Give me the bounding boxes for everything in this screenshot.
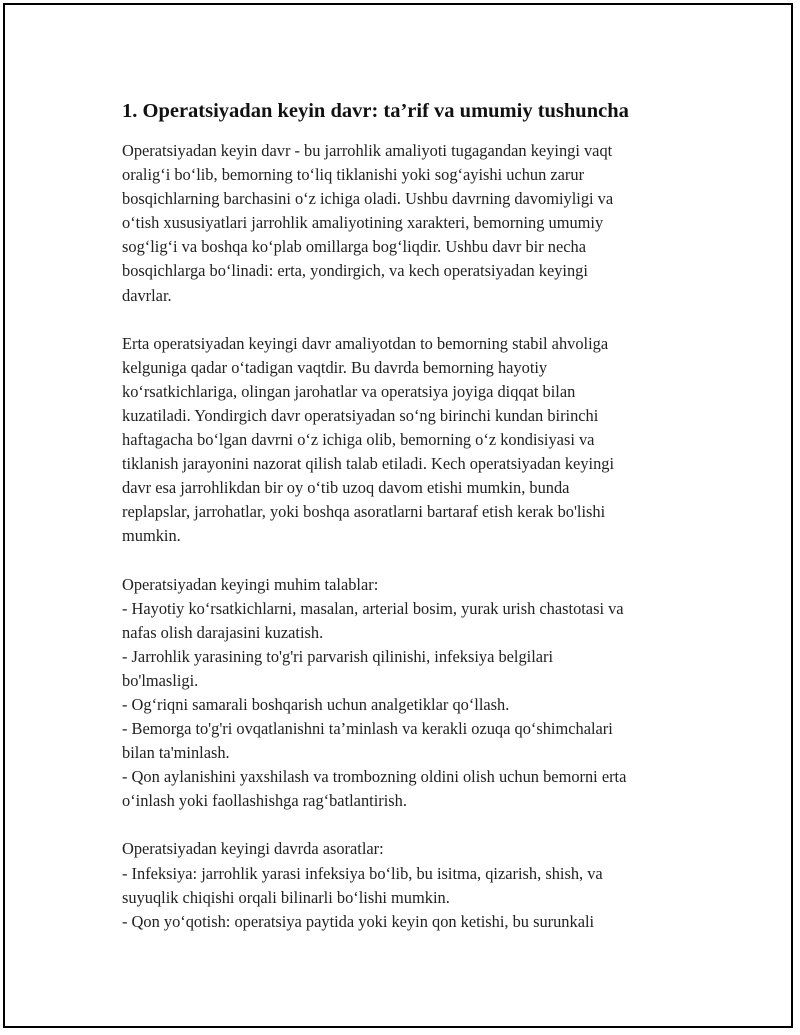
text-line: bosqichlarga bo‘linadi: erta, yondirgich, va kech operatsiyadan keyingi (122, 261, 588, 281)
list-item: - Jarrohlik yarasining to'g'ri parvarish qilinishi, infeksiya belgilari (122, 646, 554, 666)
section-heading: 1. Operatsiyadan keyin davr: ta’rif va umumiy tushuncha (122, 100, 629, 122)
text-line: bosqichlarning barchasini o‘z ichiga oladi. Ushbu davrning davomiyligi va (122, 189, 614, 209)
paragraph-requirements (122, 573, 712, 814)
page-frame (3, 3, 793, 1028)
text-line: nafas olish darajasini kuzatish. (122, 622, 324, 642)
list-item: - Bemorga to'g'ri ovqatlanishni ta’minlash va kerakli ozuqa qo‘shimchalari (122, 719, 613, 739)
text-line: sog‘lig‘i va boshqa ko‘plab omillarga bog‘liqdir. Ushbu davr bir necha (122, 237, 587, 257)
text-line: tiklanish jarayonini nazorat qilish talab etiladi. Kech operatsiyadan keyingi (122, 454, 615, 474)
text-line: haftagacha bo‘lgan davrni o‘z ichiga olib, bemorning o‘z kondisiyasi va (122, 430, 595, 450)
text-line: davrlar. (122, 285, 172, 305)
paragraph-complications (122, 837, 712, 933)
text-line: davr esa jarrohlikdan bir oy o‘tib uzoq davom etishi mumkin, bunda (122, 478, 570, 498)
list-item: - Hayotiy ko‘rsatkichlarni, masalan, arterial bosim, yurak urish chastotasi va (122, 598, 624, 618)
list-item: - Infeksiya: jarrohlik yarasi infeksiya bo‘lib, bu isitma, qizarish, shish, va (122, 863, 603, 883)
text-line: Erta operatsiyadan keyingi davr amaliyotdan to bemorning stabil ahvoliga (122, 333, 609, 353)
text-line: ko‘rsatkichlariga, olingan jarohatlar va operatsiya joyiga diqqat bilan (122, 381, 576, 401)
text-line: kuzatiladi. Yondirgich davr operatsiyadan so‘ng birinchi kundan birinchi (122, 405, 599, 425)
text-line: Operatsiyadan keyin davr - bu jarrohlik amaliyoti tugagandan keyingi vaqt (122, 141, 613, 160)
text-line: o‘inlash yoki faollashishga rag‘batlantirish. (122, 791, 407, 811)
text-line: bo'lmasligi. (122, 670, 199, 690)
text-line: replapslar, jarrohatlar, yoki boshqa asoratlarni bartaraf etish kerak bo'lishi (122, 502, 606, 522)
paragraph-stages (122, 332, 712, 549)
list-item: - Og‘riqni samarali boshqarish uchun analgetiklar qo‘llash. (122, 694, 510, 714)
text-line: bilan ta'minlash. (122, 743, 230, 763)
text-line: suyuqlik chiqishi orqali bilinarli bo‘lishi mumkin. (122, 887, 450, 907)
text-line: mumkin. (122, 526, 181, 546)
text-line: Operatsiyadan keyingi davrda asoratlar: (122, 839, 384, 859)
document-body (122, 97, 712, 958)
text-line: kelguniga qadar o‘tadigan vaqtdir. Bu davrda bemorning hayotiy (122, 357, 548, 377)
list-item: - Qon yo‘qotish: operatsiya paytida yoki keyin qon ketishi, bu surunkali (122, 911, 595, 931)
paragraph-definition (122, 139, 712, 308)
list-item: - Qon aylanishini yaxshilash va trombozning oldini olish uchun bemorni erta (122, 767, 627, 787)
text-line: oralig‘i bo‘lib, bemorning to‘liq tiklanishi yoki sog‘ayishi uchun zarur (122, 165, 585, 185)
text-line: o‘tish xususiyatlari jarrohlik amaliyotining xarakteri, bemorning umumiy (122, 213, 604, 233)
text-line: Operatsiyadan keyingi muhim talablar: (122, 574, 379, 594)
